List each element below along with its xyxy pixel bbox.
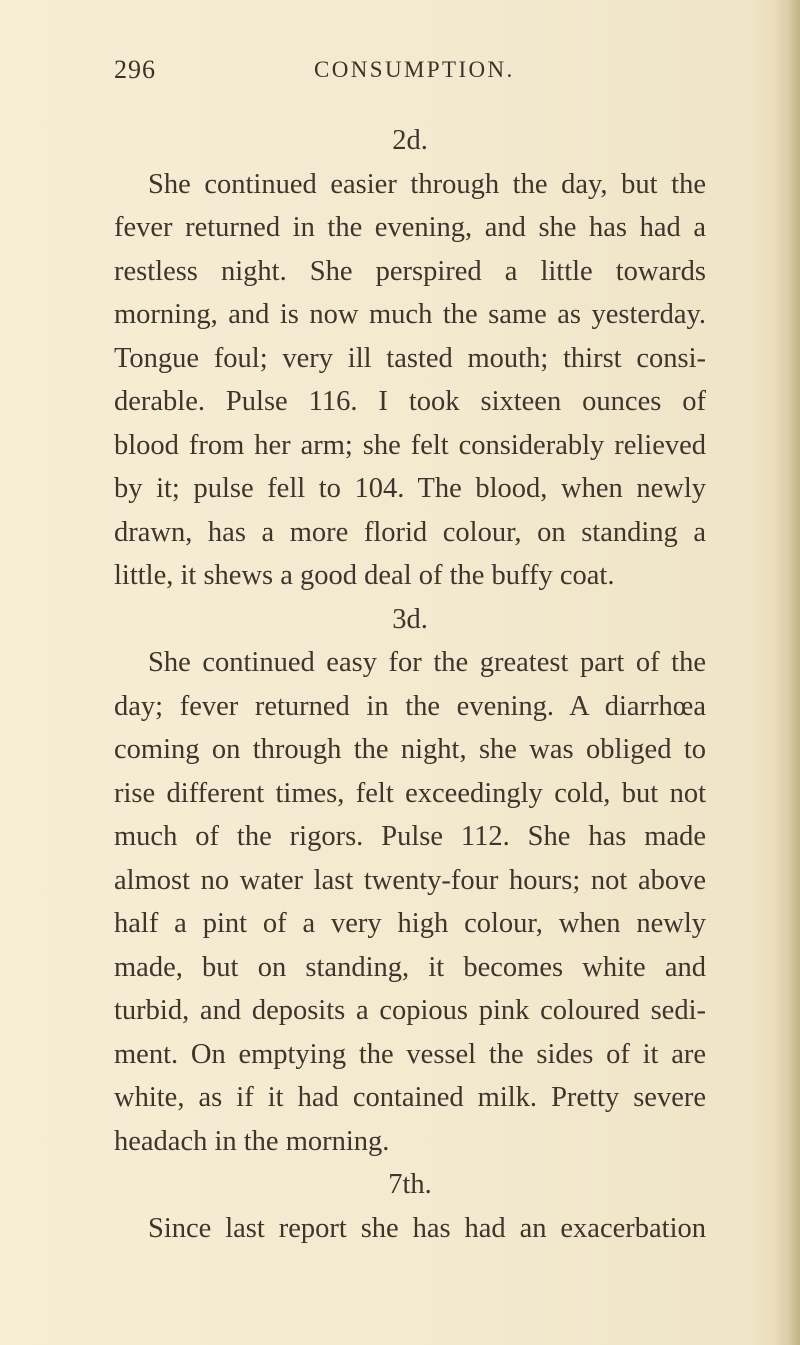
text-line: little, it shews a good deal of the buffy coat. <box>114 560 615 591</box>
text-line: made, but on standing, it becomes white and <box>114 952 706 983</box>
date-heading-7th: 7th. <box>388 1169 432 1200</box>
text-line: fever returned in the evening, and she has had a <box>114 212 706 243</box>
text-line: Tongue foul; very ill tasted mouth; thirst consi- <box>114 343 706 374</box>
text-line: turbid, and deposits a copious pink coloured sedi- <box>114 995 706 1026</box>
text-line: day; fever returned in the evening. A diarrhœa <box>114 691 706 722</box>
text-line: much of the rigors. Pulse 112. She has made <box>114 821 706 852</box>
text-line: headach in the morning. <box>114 1126 390 1157</box>
text-line: She continued easy for the greatest part of the <box>148 647 706 678</box>
date-heading-3d: 3d. <box>392 604 428 635</box>
text-line: half a pint of a very high colour, when newly <box>114 908 706 939</box>
text-line: coming on through the night, she was obliged to <box>114 734 706 765</box>
text-line: rise different times, felt exceedingly cold, but not <box>114 778 706 809</box>
text-line: derable. Pulse 116. I took sixteen ounces of <box>114 386 706 417</box>
text-line: by it; pulse fell to 104. The blood, when newly <box>114 473 706 504</box>
text-line: almost no water last twenty-four hours; not above <box>114 865 706 896</box>
text-line: white, as if it had contained milk. Pretty severe <box>114 1082 706 1113</box>
text-line: drawn, has a more florid colour, on standing a <box>114 517 706 548</box>
date-heading-2d: 2d. <box>392 125 428 156</box>
text-line: blood from her arm; she felt considerably relieved <box>114 430 706 461</box>
text-line: She continued easier through the day, but the <box>148 169 706 200</box>
text-line: morning, and is now much the same as yesterday. <box>114 299 706 330</box>
page-number: 296 <box>114 55 156 84</box>
running-title: CONSUMPTION. <box>314 57 515 82</box>
text-line: ment. On emptying the vessel the sides of it are <box>114 1039 706 1070</box>
text-line: Since last report she has had an exacerbation <box>148 1213 706 1244</box>
text-line: restless night. She perspired a little towards <box>114 256 706 287</box>
